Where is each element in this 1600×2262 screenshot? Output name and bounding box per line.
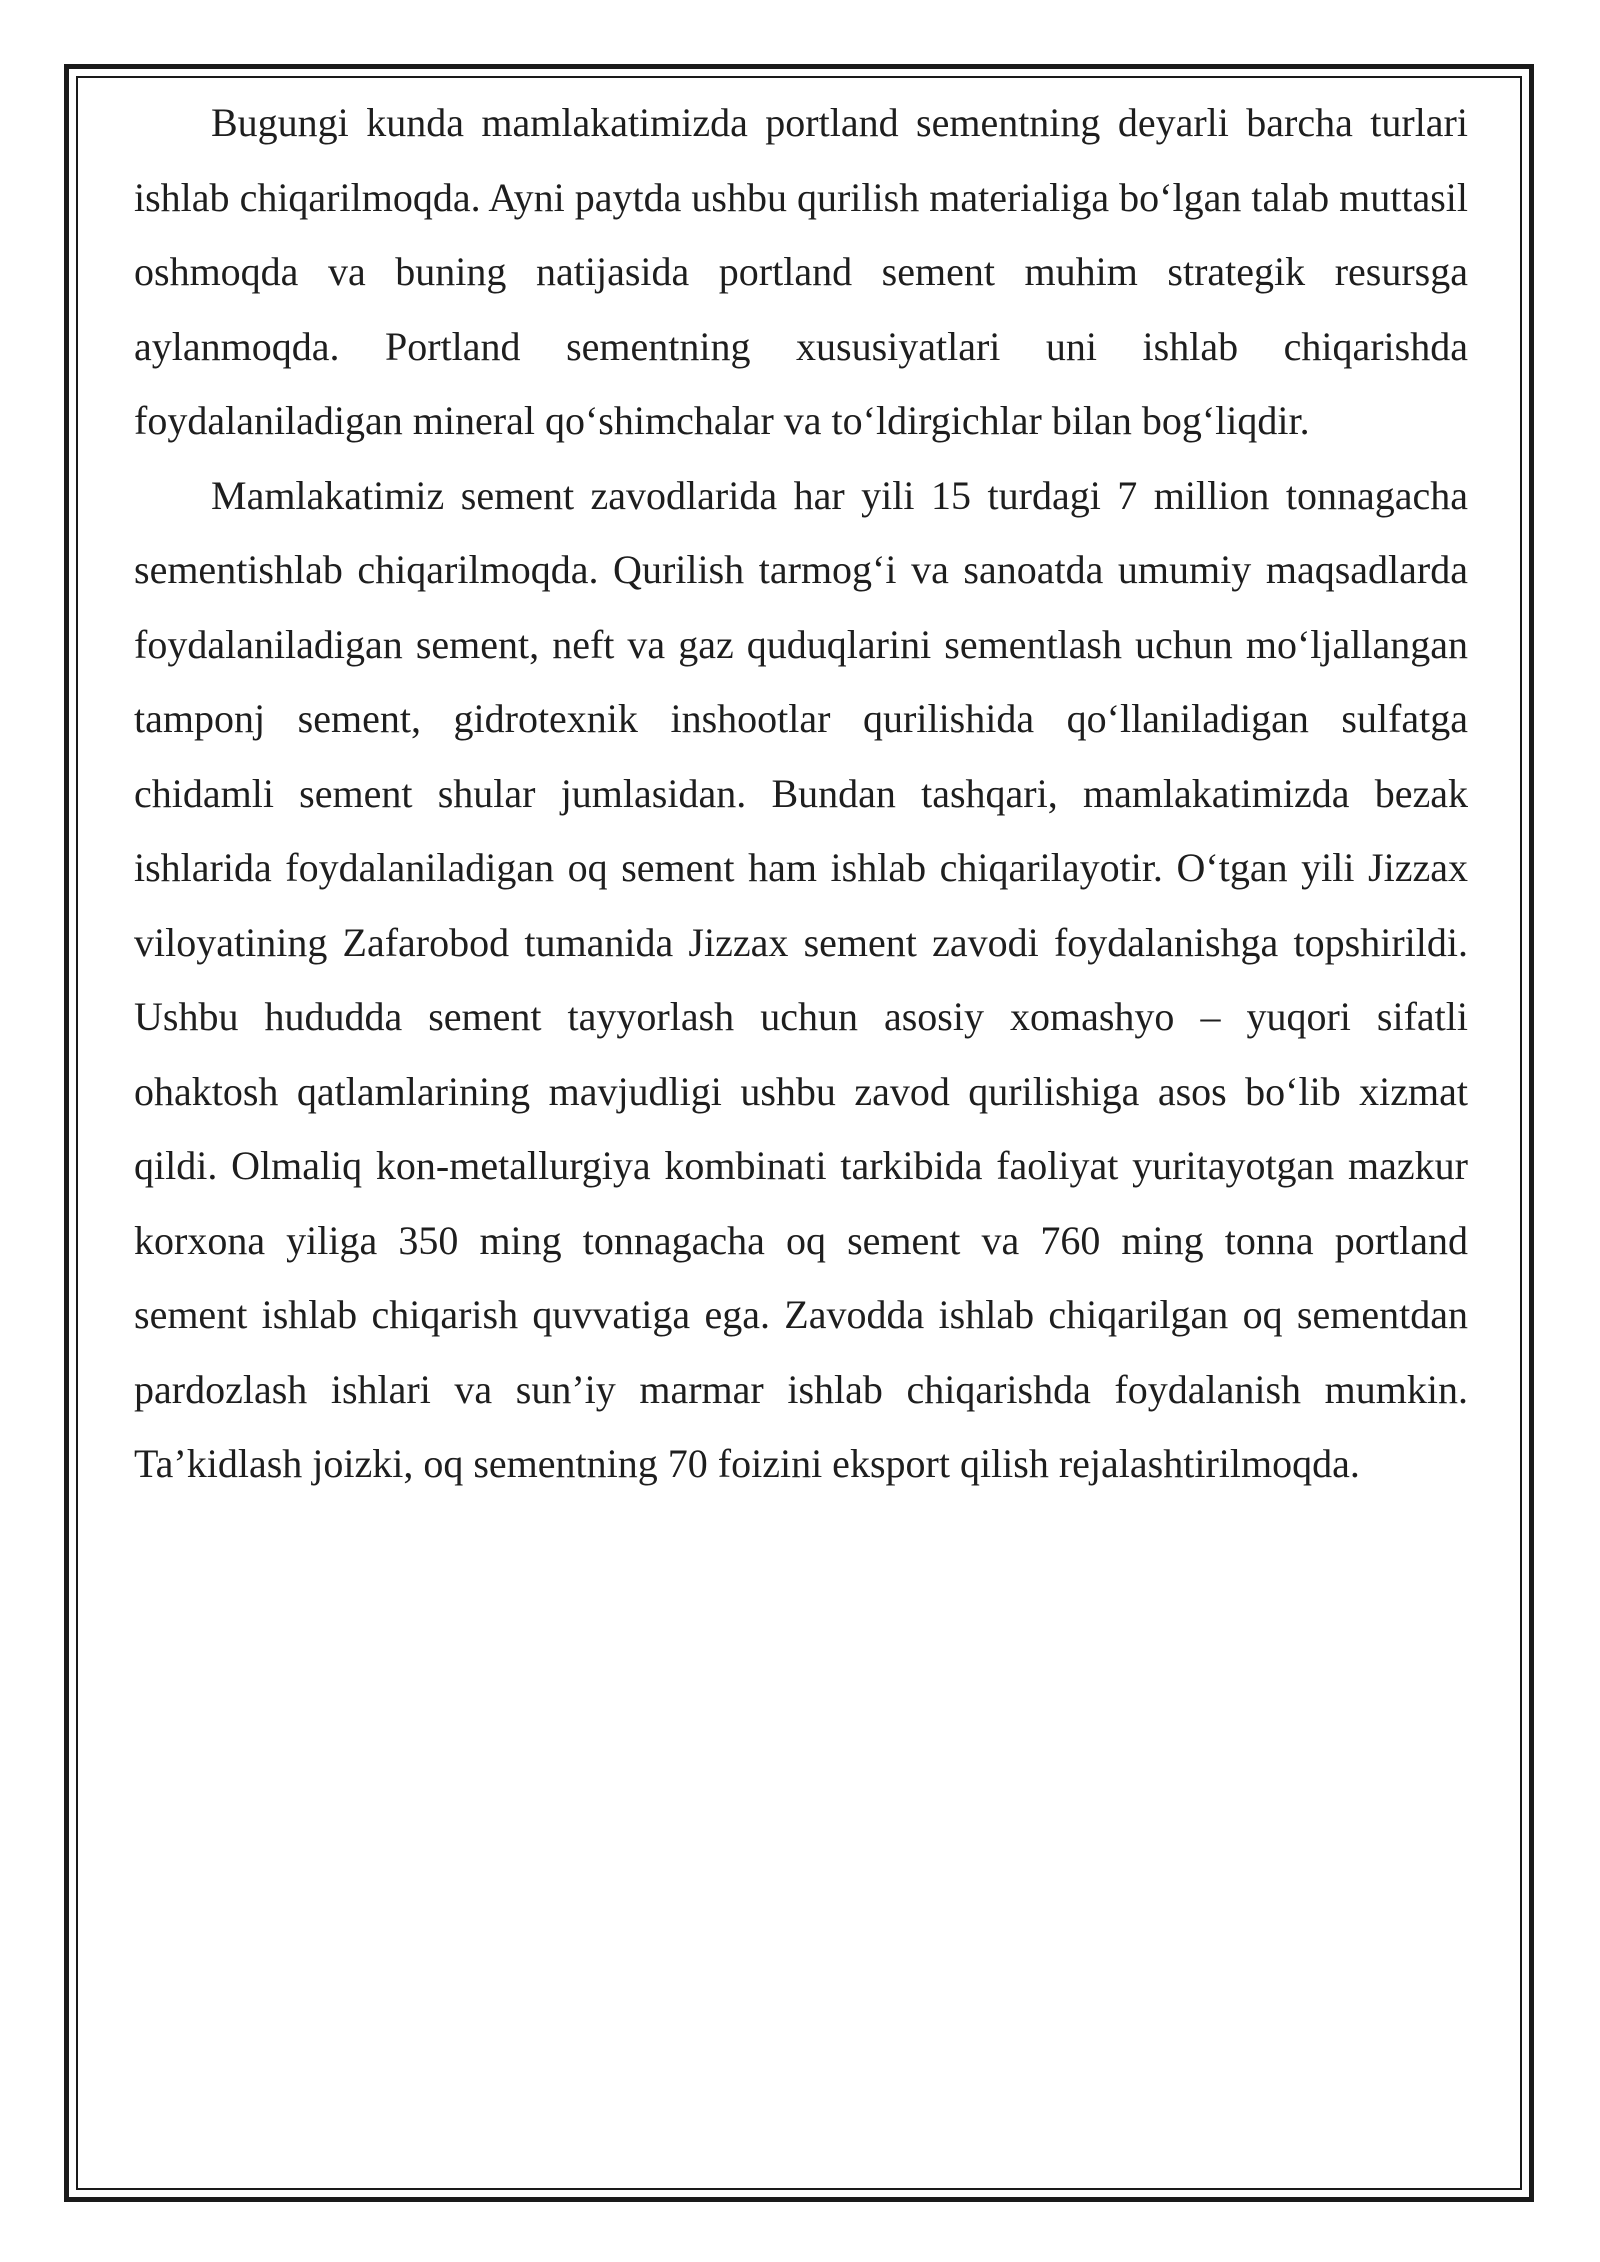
paragraph-1: Bugungi kunda mamlakatimizda portland sementning deyarli barcha turlari ishlab chiqarilmoqda. Ayni paytda ushbu qurilish materialiga bo‘lgan talab muttasil oshmoqda va buning natijasida portland sement muhim strategik resursga aylanmoqda. Portland sementning xususiyatlari uni ishlab chiqarishda foydalaniladigan mineral qo‘shimchalar va to‘ldirgichlar bilan bog‘liqdir. [134, 100, 1468, 443]
paragraph-2: Mamlakatimiz sement zavodlarida har yili 15 turdagi 7 million tonnagacha sementishlab chiqarilmoqda. Qurilish tarmog‘i va sanoatda umumiy maqsadlarda foydalaniladigan sement, neft va gaz quduqlarini sementlash uchun mo‘ljallangan tamponj sement, gidrotexnik inshootlar qurilishida qo‘llaniladigan sulfatga chidamli sement shular jumlasidan. Bundan tashqari, mamlakatimizda bezak ishlarida foydalaniladigan oq sement ham ishlab chiqarilayotir. O‘tgan yili Jizzax viloyatining Zafarobod tumanida Jizzax sement zavodi foydalanishga topshirildi. Ushbu hududda sement tayyorlash uchun asosiy xomashyo – yuqori sifatli ohaktosh qatlamlarining mavjudligi ushbu zavod qurilishiga asos bo‘lib xizmat qildi. Olmaliq kon-metallurgiya kombinati tarkibida faoliyat yuritayotgan mazkur korxona yiliga 350 ming tonnagacha oq sement va 760 ming tonna portland sement ishlab chiqarish quvvatiga ega. Zavodda ishlab chiqarilgan oq sementdan pardozlash ishlari va sun’iy marmar ishlab chiqarishda foydalanish mumkin. Ta’kidlash joizki, oq sementning 70 foizini eksport qilish rejalashtirilmoqda. [134, 472, 1468, 1486]
document-body [134, 86, 1468, 1502]
